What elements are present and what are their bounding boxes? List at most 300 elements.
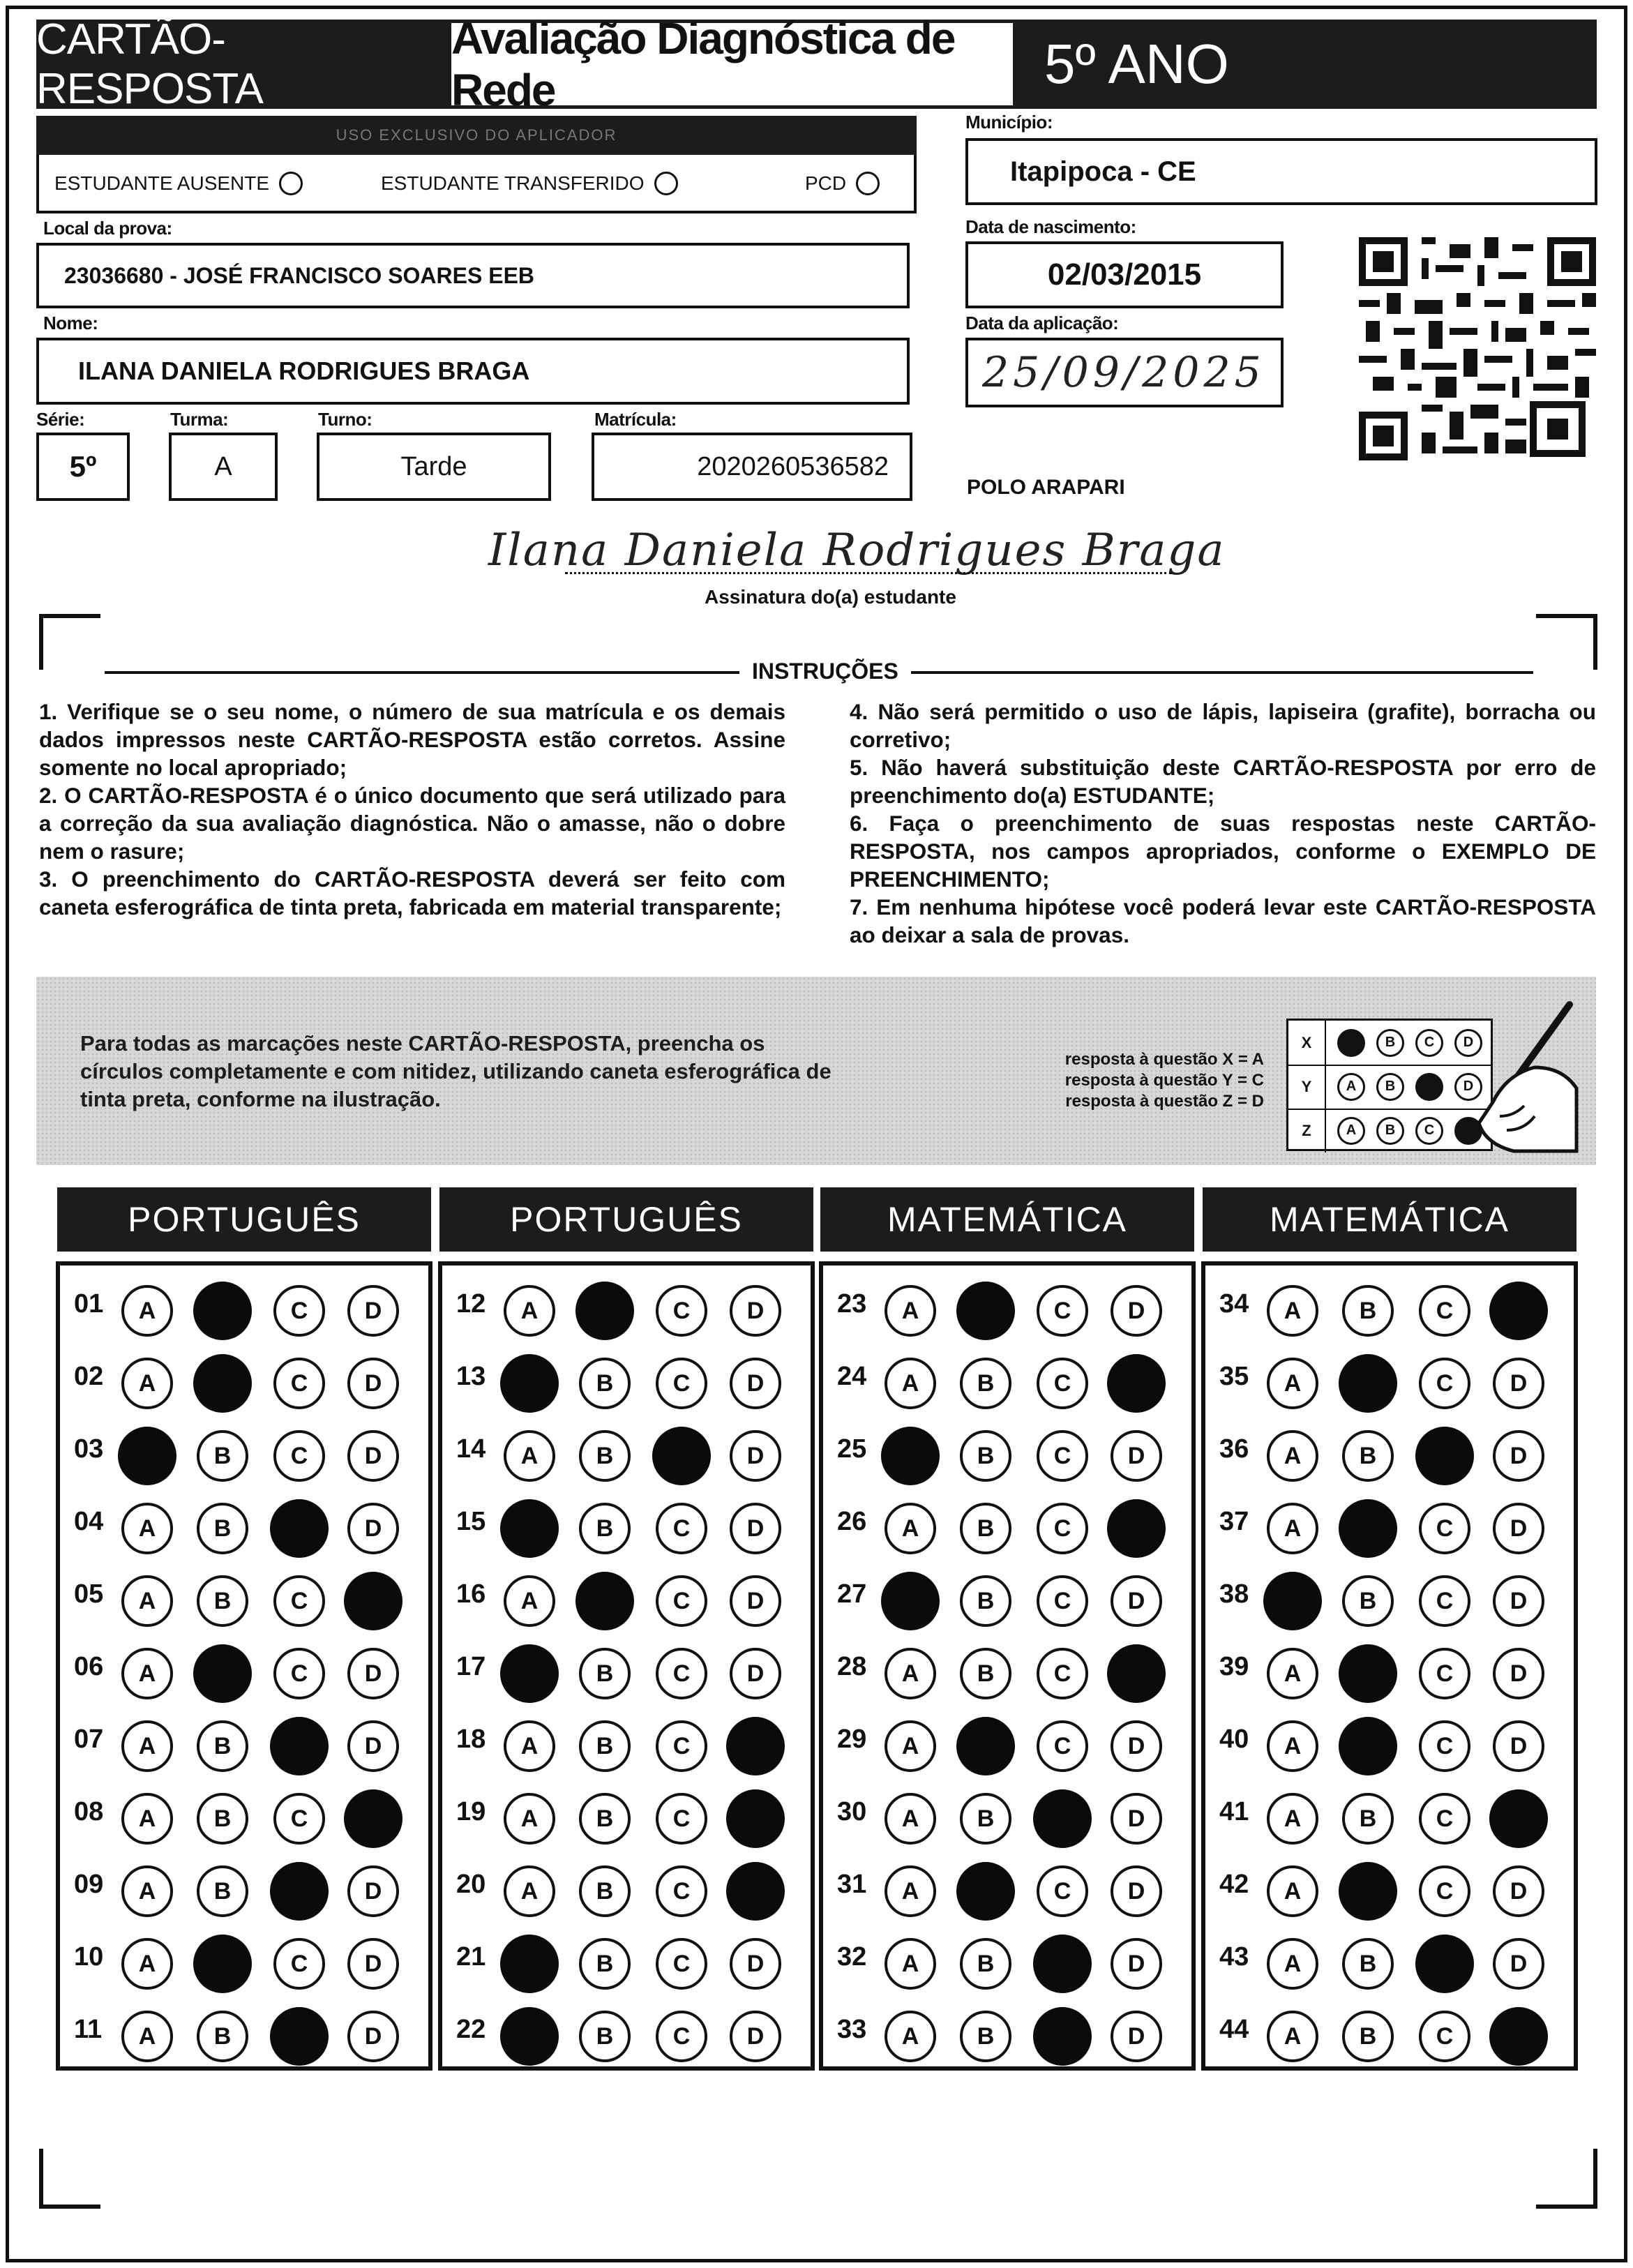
answer-bubble-filled[interactable] bbox=[270, 1862, 329, 1921]
answer-bubble-filled[interactable] bbox=[1107, 1499, 1166, 1558]
answer-bubble[interactable]: D bbox=[1493, 1575, 1544, 1627]
question-row bbox=[60, 1773, 428, 1846]
answer-bubble[interactable]: D bbox=[347, 1938, 399, 1990]
answer-bubble[interactable]: B bbox=[197, 1793, 248, 1845]
answer-bubble-filled[interactable] bbox=[270, 1717, 329, 1775]
answer-bubble-filled[interactable] bbox=[193, 1935, 252, 1993]
answer-bubble[interactable]: A bbox=[504, 1865, 555, 1917]
matricula-label: Matrícula: bbox=[594, 409, 677, 430]
question-number: 32 bbox=[837, 1942, 867, 1972]
pcd-bubble[interactable] bbox=[856, 172, 880, 195]
example-bubble: B bbox=[1376, 1073, 1404, 1101]
answer-bubble-filled[interactable] bbox=[1339, 1862, 1397, 1921]
answer-bubble[interactable]: B bbox=[579, 1793, 631, 1845]
question-number: 33 bbox=[837, 2015, 867, 2044]
question-row bbox=[442, 1483, 811, 1556]
example-bubble: B bbox=[1376, 1117, 1404, 1145]
answer-bubble[interactable]: C bbox=[656, 1285, 707, 1337]
answer-bubble-filled[interactable] bbox=[1489, 1789, 1548, 1848]
example-bubble: C bbox=[1415, 1117, 1443, 1145]
applicator-box bbox=[36, 155, 917, 213]
answer-bubble-filled[interactable] bbox=[1489, 1282, 1548, 1340]
answer-bubble[interactable]: A bbox=[885, 1285, 936, 1337]
application-date-value: 25/09/2025 bbox=[982, 348, 1265, 397]
example-bubble: A bbox=[1337, 1117, 1365, 1145]
answer-bubble[interactable]: A bbox=[885, 1938, 936, 1990]
answer-bubble-filled[interactable] bbox=[575, 1282, 634, 1340]
answer-bubble[interactable]: A bbox=[121, 1285, 173, 1337]
legend-line: resposta à questão X = A bbox=[1064, 1050, 1264, 1069]
answer-bubble[interactable]: C bbox=[273, 1793, 325, 1845]
answer-bubble-filled[interactable] bbox=[1033, 1935, 1092, 1993]
answer-bubble[interactable]: B bbox=[1342, 1285, 1394, 1337]
question-number: 23 bbox=[837, 1289, 867, 1319]
answer-bubble[interactable]: A bbox=[121, 1938, 173, 1990]
answer-bubble[interactable]: C bbox=[656, 1938, 707, 1990]
answer-block bbox=[438, 1261, 815, 2071]
answer-bubble[interactable]: C bbox=[1419, 1285, 1470, 1337]
corner-mark-top-right bbox=[1536, 614, 1597, 670]
answer-bubble[interactable]: C bbox=[273, 1358, 325, 1409]
answer-bubble[interactable]: B bbox=[1342, 1430, 1394, 1482]
answer-bubble[interactable]: A bbox=[885, 1358, 936, 1409]
answer-bubble[interactable]: D bbox=[1493, 1720, 1544, 1772]
answer-bubble[interactable]: B bbox=[1342, 1793, 1394, 1845]
question-row bbox=[823, 1991, 1191, 2064]
answer-bubble[interactable]: C bbox=[656, 2011, 707, 2062]
question-number: 35 bbox=[1219, 1362, 1249, 1391]
serie-field bbox=[36, 433, 130, 501]
local-label: Local da prova: bbox=[43, 218, 172, 239]
answer-bubble[interactable]: C bbox=[1419, 1358, 1470, 1409]
example-bubble: D bbox=[1454, 1029, 1482, 1057]
answer-bubble[interactable]: C bbox=[273, 1285, 325, 1337]
answer-bubble[interactable]: B bbox=[960, 1793, 1011, 1845]
grade-title: 5º ANO bbox=[1016, 20, 1597, 109]
answer-bubble[interactable]: D bbox=[730, 1575, 781, 1627]
answer-bubble[interactable]: D bbox=[1111, 1938, 1162, 1990]
question-row bbox=[1205, 1701, 1574, 1773]
answer-bubble[interactable]: D bbox=[730, 1503, 781, 1554]
answer-bubble[interactable]: C bbox=[656, 1358, 707, 1409]
evaluation-title: Avaliação Diagnóstica de Rede bbox=[448, 20, 1016, 109]
answer-bubble-filled[interactable] bbox=[270, 2007, 329, 2066]
answer-bubble[interactable]: A bbox=[1267, 1430, 1318, 1482]
answer-bubble[interactable]: D bbox=[1493, 1430, 1544, 1482]
answer-bubble-filled[interactable] bbox=[344, 1789, 402, 1848]
answer-bubble[interactable]: D bbox=[1111, 1865, 1162, 1917]
answer-bubble[interactable]: A bbox=[1267, 1503, 1318, 1554]
answer-bubble-filled[interactable] bbox=[1489, 2007, 1548, 2066]
answer-bubble-filled[interactable] bbox=[956, 1862, 1015, 1921]
answer-bubble-filled[interactable] bbox=[1339, 1717, 1397, 1775]
example-bubble: A bbox=[1337, 1073, 1365, 1101]
legend-line: resposta à questão Z = D bbox=[1065, 1092, 1264, 1111]
answer-bubble-filled[interactable] bbox=[344, 1572, 402, 1630]
answer-bubble[interactable]: D bbox=[1111, 1720, 1162, 1772]
question-number: 28 bbox=[837, 1652, 867, 1681]
answer-bubble[interactable]: D bbox=[730, 2011, 781, 2062]
answer-bubble[interactable]: A bbox=[504, 1285, 555, 1337]
signature-line bbox=[565, 572, 1172, 574]
answer-bubble[interactable]: B bbox=[579, 1648, 631, 1699]
question-row bbox=[823, 1483, 1191, 1556]
answer-bubble-filled[interactable] bbox=[500, 1354, 559, 1413]
question-row bbox=[60, 1628, 428, 1701]
answer-bubble[interactable]: D bbox=[347, 2011, 399, 2062]
instructions-left bbox=[39, 698, 785, 921]
question-number: 04 bbox=[74, 1507, 104, 1536]
answer-bubble[interactable]: A bbox=[121, 1720, 173, 1772]
question-row bbox=[60, 1338, 428, 1411]
instructions-right bbox=[850, 698, 1596, 949]
question-row bbox=[1205, 1918, 1574, 1991]
answer-bubble[interactable]: B bbox=[197, 2011, 248, 2062]
instruction-item: 7. Em nenhuma hipótese você poderá levar este CARTÃO-RESPOSTA ao deixar a sala de provas. bbox=[850, 894, 1596, 947]
turma-value: A bbox=[214, 451, 232, 481]
question-number: 29 bbox=[837, 1725, 867, 1754]
answer-bubble[interactable]: A bbox=[885, 1793, 936, 1845]
subject-header: PORTUGUÊS bbox=[57, 1187, 431, 1252]
question-row bbox=[442, 1556, 811, 1628]
answer-bubble[interactable]: C bbox=[1419, 1720, 1470, 1772]
answer-bubble-filled[interactable] bbox=[1107, 1644, 1166, 1703]
answer-bubble[interactable]: C bbox=[656, 1503, 707, 1554]
question-number: 07 bbox=[74, 1725, 104, 1754]
question-row bbox=[442, 1846, 811, 1918]
answer-bubble[interactable]: A bbox=[1267, 1358, 1318, 1409]
question-row bbox=[442, 1773, 811, 1846]
answer-bubble-filled[interactable] bbox=[500, 1644, 559, 1703]
answer-bubble[interactable]: B bbox=[579, 2011, 631, 2062]
name-label: Nome: bbox=[43, 313, 98, 333]
answer-bubble[interactable]: D bbox=[1493, 1865, 1544, 1917]
instruction-item: 6. Faça o preenchimento de suas respostas neste CARTÃO-RESPOSTA, nos campos apropriados, conforme o EXEMPLO DE PREENCHIMENTO; bbox=[850, 811, 1596, 892]
answer-bubble[interactable]: C bbox=[273, 1430, 325, 1482]
answer-bubble[interactable]: D bbox=[1493, 1503, 1544, 1554]
answer-bubble[interactable]: C bbox=[656, 1793, 707, 1845]
subject-header: PORTUGUÊS bbox=[439, 1187, 813, 1252]
answer-bubble[interactable]: C bbox=[1419, 1648, 1470, 1699]
answer-bubble[interactable]: A bbox=[504, 1720, 555, 1772]
question-row bbox=[442, 1701, 811, 1773]
answer-bubble[interactable]: A bbox=[121, 1865, 173, 1917]
answer-bubble[interactable]: B bbox=[1342, 1575, 1394, 1627]
answer-bubble-filled[interactable] bbox=[881, 1427, 940, 1485]
question-number: 39 bbox=[1219, 1652, 1249, 1681]
answer-bubble[interactable]: A bbox=[1267, 1720, 1318, 1772]
question-row bbox=[60, 1411, 428, 1483]
question-row bbox=[823, 1338, 1191, 1411]
subject-header: MATEMÁTICA bbox=[820, 1187, 1194, 1252]
answer-bubble[interactable]: A bbox=[885, 1648, 936, 1699]
question-row bbox=[60, 1918, 428, 1991]
example-row-key: X bbox=[1288, 1021, 1326, 1065]
instructions-title: INSTRUÇÕES bbox=[739, 659, 911, 684]
example-bubble: D bbox=[1454, 1073, 1482, 1101]
question-number: 05 bbox=[74, 1579, 104, 1609]
answer-bubble-filled[interactable] bbox=[500, 2007, 559, 2066]
answer-bubble[interactable]: D bbox=[1111, 2011, 1162, 2062]
question-row bbox=[60, 1991, 428, 2064]
question-number: 36 bbox=[1219, 1434, 1249, 1464]
answer-bubble-filled[interactable] bbox=[270, 1499, 329, 1558]
answer-bubble[interactable]: A bbox=[121, 1358, 173, 1409]
answer-bubble[interactable]: A bbox=[121, 1648, 173, 1699]
instruction-item: 3. O preenchimento do CARTÃO-RESPOSTA deverá ser feito com caneta esferográfica de tinta preta, fabricada em material transparente; bbox=[39, 866, 785, 919]
serie-label: Série: bbox=[36, 409, 85, 430]
answer-bubble[interactable]: A bbox=[885, 1503, 936, 1554]
answer-bubble[interactable]: A bbox=[504, 1575, 555, 1627]
answer-bubble[interactable]: C bbox=[1037, 1575, 1088, 1627]
question-row bbox=[1205, 1556, 1574, 1628]
question-row bbox=[60, 1483, 428, 1556]
turma-label: Turma: bbox=[170, 409, 229, 430]
answer-bubble-filled[interactable] bbox=[1033, 1789, 1092, 1848]
answer-bubble[interactable]: B bbox=[197, 1720, 248, 1772]
answer-bubble[interactable]: D bbox=[730, 1430, 781, 1482]
answer-bubble-filled[interactable] bbox=[1415, 1427, 1474, 1485]
answer-bubble[interactable]: C bbox=[273, 1938, 325, 1990]
answer-bubble[interactable]: D bbox=[730, 1285, 781, 1337]
question-number: 31 bbox=[837, 1870, 867, 1899]
answer-bubble[interactable]: C bbox=[273, 1648, 325, 1699]
answer-bubble-filled[interactable] bbox=[1415, 1935, 1474, 1993]
transferred-bubble[interactable] bbox=[654, 172, 678, 195]
question-number: 12 bbox=[456, 1289, 486, 1319]
answer-bubble[interactable]: D bbox=[730, 1358, 781, 1409]
answer-bubble[interactable]: D bbox=[347, 1358, 399, 1409]
answer-bubble-filled[interactable] bbox=[1033, 2007, 1092, 2066]
question-number: 24 bbox=[837, 1362, 867, 1391]
question-number: 22 bbox=[456, 2015, 486, 2044]
absent-bubble[interactable] bbox=[279, 172, 303, 195]
name-value: ILANA DANIELA RODRIGUES BRAGA bbox=[78, 356, 530, 385]
answer-bubble-filled[interactable] bbox=[881, 1572, 940, 1630]
local-field bbox=[36, 243, 910, 308]
answer-bubble[interactable]: C bbox=[1037, 1285, 1088, 1337]
answer-bubble-filled[interactable] bbox=[193, 1354, 252, 1413]
answer-bubble-filled[interactable] bbox=[726, 1862, 785, 1921]
answer-bubble[interactable]: D bbox=[730, 1938, 781, 1990]
answer-bubble[interactable]: B bbox=[1342, 2011, 1394, 2062]
question-row bbox=[823, 1846, 1191, 1918]
answer-bubble[interactable]: B bbox=[960, 1648, 1011, 1699]
transferred-option[interactable] bbox=[381, 172, 678, 195]
question-row bbox=[442, 1991, 811, 2064]
answer-bubble[interactable]: D bbox=[1493, 1938, 1544, 1990]
answer-block bbox=[56, 1261, 432, 2071]
question-number: 43 bbox=[1219, 1942, 1249, 1972]
answer-bubble[interactable]: B bbox=[579, 1720, 631, 1772]
question-row bbox=[442, 1266, 811, 1338]
instruction-item: 2. O CARTÃO-RESPOSTA é o único documento que será utilizado para a correção da sua avaliação diagnóstica. Não o amasse, não o dobre nem o rasure; bbox=[39, 783, 785, 864]
answer-bubble[interactable]: A bbox=[121, 2011, 173, 2062]
answer-bubble[interactable]: C bbox=[656, 1648, 707, 1699]
answer-bubble-filled[interactable] bbox=[726, 1789, 785, 1848]
answer-bubble[interactable]: B bbox=[960, 1575, 1011, 1627]
answer-bubble[interactable]: C bbox=[1419, 1575, 1470, 1627]
answer-bubble-filled[interactable] bbox=[118, 1427, 176, 1485]
question-row bbox=[1205, 1773, 1574, 1846]
answer-bubble[interactable]: C bbox=[1419, 2011, 1470, 2062]
question-number: 11 bbox=[74, 2015, 103, 2044]
answer-bubble-filled[interactable] bbox=[193, 1644, 252, 1703]
answer-bubble-filled[interactable] bbox=[1107, 1354, 1166, 1413]
turno-field bbox=[317, 433, 551, 501]
answer-bubble[interactable]: A bbox=[504, 1430, 555, 1482]
question-number: 06 bbox=[74, 1652, 104, 1681]
answer-bubble[interactable]: B bbox=[579, 1358, 631, 1409]
answer-bubble[interactable]: B bbox=[579, 1430, 631, 1482]
answer-bubble[interactable]: A bbox=[1267, 1865, 1318, 1917]
answer-bubble[interactable]: A bbox=[1267, 1648, 1318, 1699]
answer-bubble[interactable]: C bbox=[1419, 1503, 1470, 1554]
answer-bubble[interactable]: D bbox=[730, 1648, 781, 1699]
answer-bubble[interactable]: B bbox=[960, 1938, 1011, 1990]
answer-bubble-filled[interactable] bbox=[1339, 1499, 1397, 1558]
answer-bubble[interactable]: B bbox=[197, 1503, 248, 1554]
corner-mark-top-left bbox=[39, 614, 100, 670]
answer-bubble[interactable]: D bbox=[347, 1503, 399, 1554]
answer-bubble[interactable]: D bbox=[1493, 1358, 1544, 1409]
answer-bubble[interactable]: D bbox=[1111, 1793, 1162, 1845]
answer-bubble-filled[interactable] bbox=[1263, 1572, 1322, 1630]
answer-bubble[interactable]: C bbox=[1037, 1358, 1088, 1409]
answer-bubble[interactable]: D bbox=[347, 1285, 399, 1337]
question-number: 40 bbox=[1219, 1725, 1249, 1754]
answer-bubble[interactable]: D bbox=[1493, 1648, 1544, 1699]
legend-line: resposta à questão Y = C bbox=[1064, 1071, 1264, 1090]
answer-bubble[interactable]: D bbox=[347, 1720, 399, 1772]
question-number: 02 bbox=[74, 1362, 104, 1391]
question-row bbox=[442, 1628, 811, 1701]
answer-bubble-filled[interactable] bbox=[500, 1935, 559, 1993]
question-number: 42 bbox=[1219, 1870, 1249, 1899]
answer-bubble[interactable]: C bbox=[656, 1575, 707, 1627]
question-number: 16 bbox=[456, 1579, 486, 1609]
answer-bubble-filled[interactable] bbox=[1339, 1644, 1397, 1703]
answer-bubble[interactable]: C bbox=[656, 1720, 707, 1772]
hand-with-pen-icon bbox=[1451, 998, 1583, 1158]
question-row bbox=[1205, 1991, 1574, 2064]
answer-bubble[interactable]: A bbox=[1267, 1793, 1318, 1845]
question-number: 01 bbox=[74, 1289, 104, 1319]
answer-bubble[interactable]: C bbox=[1419, 1865, 1470, 1917]
question-row bbox=[60, 1556, 428, 1628]
answer-bubble[interactable]: B bbox=[960, 1430, 1011, 1482]
question-row bbox=[442, 1338, 811, 1411]
answer-bubble-filled[interactable] bbox=[500, 1499, 559, 1558]
answer-bubble[interactable]: B bbox=[579, 1938, 631, 1990]
answer-bubble[interactable]: C bbox=[1037, 1720, 1088, 1772]
answer-bubble[interactable]: A bbox=[885, 1720, 936, 1772]
answer-bubble[interactable]: D bbox=[1111, 1430, 1162, 1482]
answer-bubble[interactable]: D bbox=[347, 1648, 399, 1699]
answer-bubble[interactable]: C bbox=[656, 1865, 707, 1917]
answer-bubble[interactable]: B bbox=[1342, 1938, 1394, 1990]
answer-bubble-filled[interactable] bbox=[726, 1717, 785, 1775]
question-number: 14 bbox=[456, 1434, 486, 1464]
fill-example-legend bbox=[1004, 1049, 1264, 1112]
answer-bubble[interactable]: D bbox=[1111, 1285, 1162, 1337]
answer-bubble[interactable]: C bbox=[1037, 1648, 1088, 1699]
absent-label: ESTUDANTE AUSENTE bbox=[54, 172, 270, 194]
question-row bbox=[1205, 1628, 1574, 1701]
absent-option[interactable] bbox=[54, 172, 303, 195]
question-row bbox=[823, 1773, 1191, 1846]
answer-bubble-filled[interactable] bbox=[956, 1282, 1015, 1340]
corner-mark-bottom-right bbox=[1536, 2149, 1597, 2209]
question-number: 26 bbox=[837, 1507, 867, 1536]
question-row bbox=[823, 1266, 1191, 1338]
answer-bubble-filled[interactable] bbox=[956, 1717, 1015, 1775]
question-row bbox=[823, 1918, 1191, 1991]
answer-bubble-filled[interactable] bbox=[575, 1572, 634, 1630]
answer-bubble[interactable]: A bbox=[1267, 2011, 1318, 2062]
application-date-field[interactable] bbox=[965, 338, 1284, 407]
example-bubble: B bbox=[1376, 1029, 1404, 1057]
answer-bubble-filled[interactable] bbox=[193, 1282, 252, 1340]
applicator-bar: USO EXCLUSIVO DO APLICADOR bbox=[36, 116, 917, 155]
answer-bubble-filled[interactable] bbox=[652, 1427, 711, 1485]
question-number: 37 bbox=[1219, 1507, 1249, 1536]
answer-bubble[interactable]: A bbox=[1267, 1938, 1318, 1990]
question-number: 19 bbox=[456, 1797, 486, 1826]
answer-bubble[interactable]: D bbox=[1111, 1575, 1162, 1627]
question-number: 20 bbox=[456, 1870, 486, 1899]
answer-bubble[interactable]: B bbox=[197, 1575, 248, 1627]
question-number: 09 bbox=[74, 1870, 104, 1899]
answer-bubble[interactable]: C bbox=[1037, 1503, 1088, 1554]
question-number: 25 bbox=[837, 1434, 867, 1464]
answer-bubble[interactable]: C bbox=[1419, 1793, 1470, 1845]
question-row bbox=[1205, 1483, 1574, 1556]
answer-bubble[interactable]: B bbox=[197, 1430, 248, 1482]
answer-bubble[interactable]: B bbox=[960, 2011, 1011, 2062]
answer-bubble[interactable]: A bbox=[121, 1575, 173, 1627]
birth-field bbox=[965, 241, 1284, 308]
question-number: 08 bbox=[74, 1797, 104, 1826]
answer-bubble[interactable]: D bbox=[347, 1430, 399, 1482]
answer-bubble[interactable]: D bbox=[347, 1865, 399, 1917]
question-row bbox=[60, 1266, 428, 1338]
question-row bbox=[1205, 1846, 1574, 1918]
answer-bubble[interactable]: A bbox=[121, 1793, 173, 1845]
answer-bubble[interactable]: A bbox=[504, 1793, 555, 1845]
question-number: 44 bbox=[1219, 2015, 1249, 2044]
answer-bubble[interactable]: C bbox=[1037, 1430, 1088, 1482]
pcd-option[interactable] bbox=[805, 172, 880, 195]
question-number: 30 bbox=[837, 1797, 867, 1826]
sheet-title: CARTÃO-RESPOSTA bbox=[36, 20, 448, 109]
qr-code-icon bbox=[1359, 237, 1596, 460]
answer-bubble-filled[interactable] bbox=[1339, 1354, 1397, 1413]
answer-bubble[interactable]: B bbox=[960, 1503, 1011, 1554]
answer-block bbox=[1201, 1261, 1578, 2071]
answer-bubble[interactable]: A bbox=[885, 1865, 936, 1917]
answer-bubble[interactable]: A bbox=[1267, 1285, 1318, 1337]
answer-bubble[interactable]: B bbox=[579, 1865, 631, 1917]
answer-bubble[interactable]: A bbox=[885, 2011, 936, 2062]
answer-bubble[interactable]: B bbox=[579, 1503, 631, 1554]
answer-bubble[interactable]: A bbox=[121, 1503, 173, 1554]
fill-example-text: Para todas as marcações neste CARTÃO-RESPOSTA, preencha os círculos completamente e com nitidez, utilizando caneta esferográfica de tinta preta, conforme na ilustração. bbox=[80, 1031, 831, 1111]
answer-bubble[interactable]: C bbox=[1037, 1865, 1088, 1917]
answer-bubble[interactable]: C bbox=[273, 1575, 325, 1627]
answer-bubble[interactable]: B bbox=[960, 1358, 1011, 1409]
answer-bubble[interactable]: B bbox=[197, 1865, 248, 1917]
